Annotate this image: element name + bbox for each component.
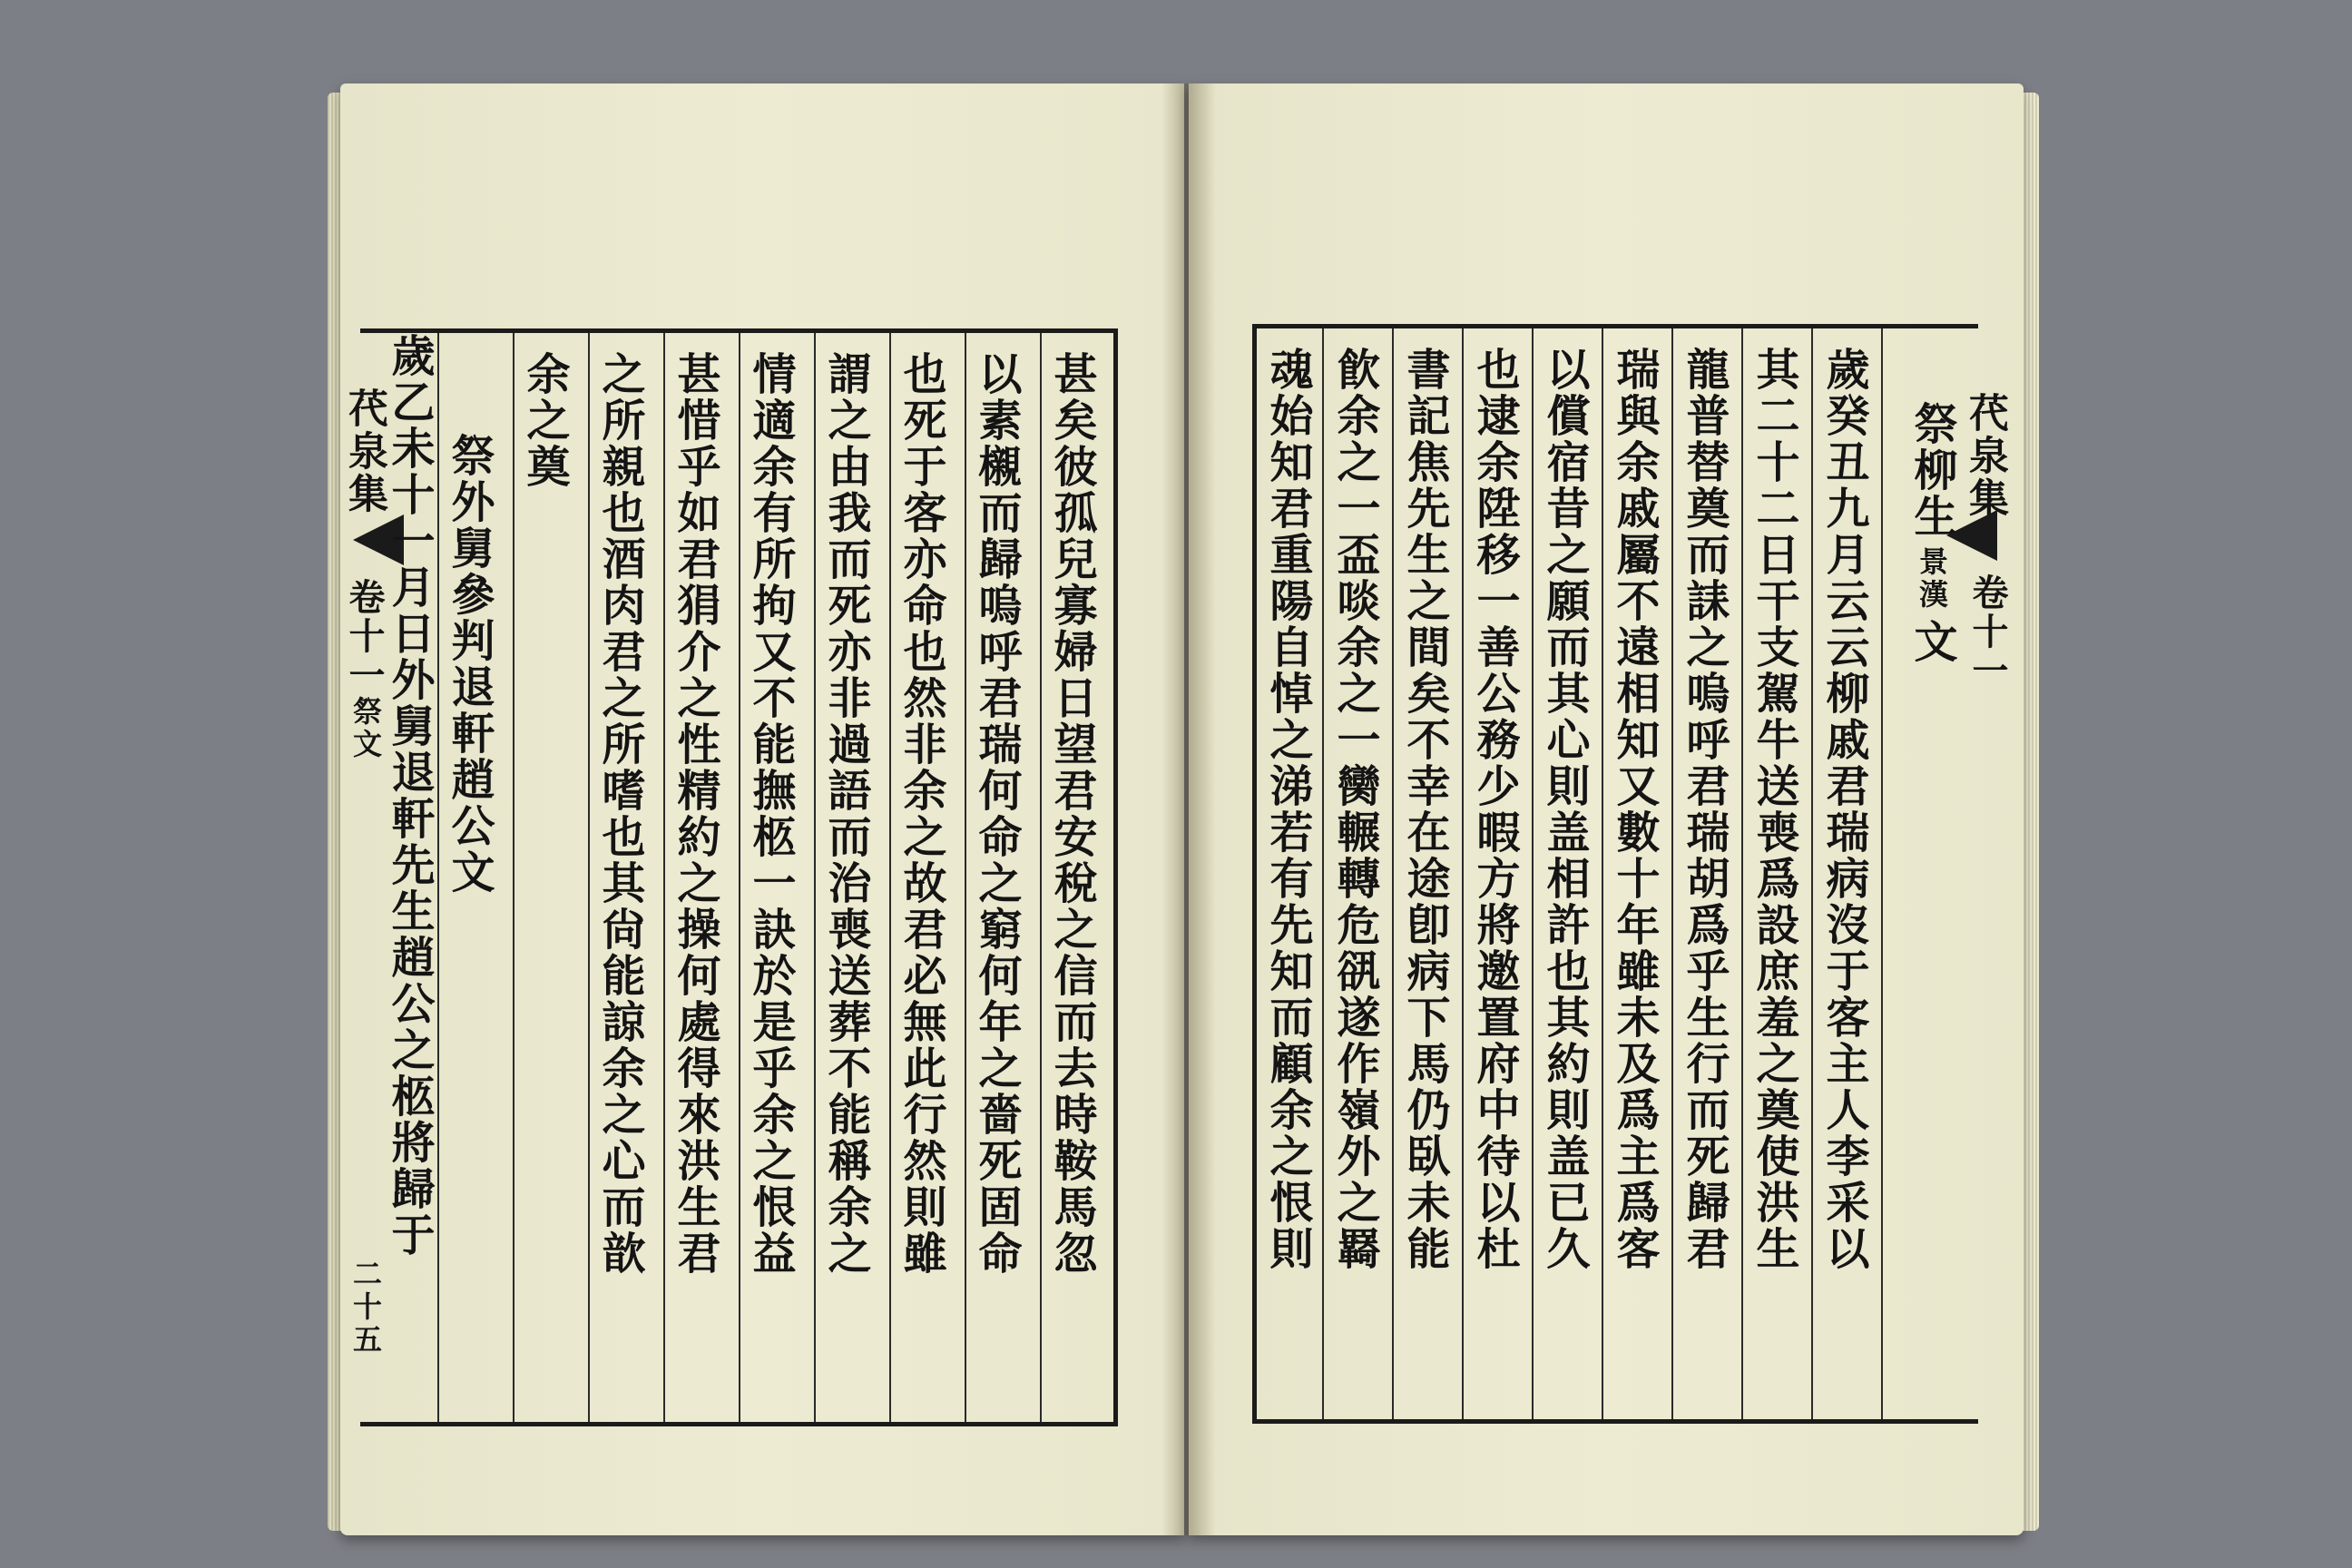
text-column: 飮余之一盃啖余之一臠輾轉危谻遂作嶺外之羇	[1329, 347, 1380, 1272]
text-column: 瑞與余戚屬不遠相知又數十年雖未及爲主爲客	[1609, 347, 1660, 1272]
column-rule	[588, 333, 590, 1422]
column-rule	[513, 333, 514, 1422]
text-column: 也逮余陞移一善公務少暇方將邀置府中待以杜	[1469, 347, 1520, 1272]
column-rule	[1392, 328, 1394, 1419]
column-rule	[1040, 333, 1042, 1422]
left-header-section: 祭文	[348, 696, 383, 761]
left-page-number: 二十五	[348, 1259, 383, 1357]
text-column: 歲乙未十一月日外舅退軒先生趙公之柩將歸于	[384, 333, 435, 1259]
column-rule	[965, 333, 966, 1422]
text-column: 龍普替奠而誄之嗚呼君瑞胡爲乎生行而死歸君	[1679, 347, 1730, 1272]
right-header-volume: 卷十一	[1966, 573, 2009, 691]
essay-title-note: 景漢	[1915, 546, 1949, 612]
left-header-title: 䒫泉集	[341, 387, 387, 515]
column-rule	[1671, 328, 1673, 1419]
text-column: 情適余有所拘又不能撫柩一訣於是乎余之恨益	[745, 351, 796, 1277]
text-column: 甚矣彼孤兒寡婦日望君安稅之信而去時鞍馬忽	[1046, 351, 1097, 1277]
column-rule	[1602, 328, 1603, 1419]
text-column: 甚惜乎如君狷介之性精約之操何處得來洪生君	[670, 351, 720, 1277]
essay-title: 祭外舅參判退軒趙公文	[444, 433, 495, 896]
text-column: 其二十二日干支駕牛送喪爲設庶羞之奠使洪生	[1749, 347, 1799, 1272]
text-column: 余之奠	[519, 351, 570, 490]
essay-title-main: 祭柳生	[1906, 401, 1957, 540]
column-rule	[663, 333, 665, 1422]
text-column: 謂之由我而死亦非過語而治喪送葬不能稱余之	[820, 351, 871, 1277]
text-column: 之所親也酒肉君之所嗜也其尙能諒余之心而歆	[594, 351, 645, 1277]
column-rule	[814, 333, 816, 1422]
column-rule	[889, 333, 891, 1422]
fishtail-marker	[1946, 510, 1997, 561]
column-rule	[1462, 328, 1464, 1419]
column-rule	[1741, 328, 1743, 1419]
column-rule	[1811, 328, 1813, 1419]
right-header-title: 䒫泉集	[1962, 392, 2008, 520]
text-column: 以償宿昔之願而其心則盖相許也其約則盖已久	[1539, 347, 1590, 1272]
text-column: 歲癸丑九月云云柳戚君瑞病沒于客主人李采以	[1818, 347, 1869, 1272]
essay-title-end: 文	[1906, 619, 1957, 665]
column-rule	[437, 333, 439, 1422]
book-gutter	[1161, 83, 1216, 1535]
text-column: 也死于客亦命也然非余之故君必無此行然則雖	[896, 351, 946, 1277]
left-header-volume: 卷十一	[343, 578, 386, 695]
left-page-frame	[341, 328, 1118, 1426]
column-rule	[1881, 328, 1883, 1419]
text-column: 以素櫬而歸嗚呼君瑞何命之窮何年之嗇死固命	[971, 351, 1022, 1277]
column-rule	[739, 333, 740, 1422]
column-rule	[1322, 328, 1324, 1419]
column-rule	[1532, 328, 1534, 1419]
open-book	[340, 83, 2024, 1535]
text-column: 書記焦先生之間矣不幸在途卽病下馬仍臥未能	[1399, 347, 1450, 1272]
text-column: 魂始知君重陽自悼之涕若有先知而顧余之恨則	[1262, 347, 1313, 1272]
right-page-frame	[1252, 324, 1978, 1424]
left-page	[340, 83, 1184, 1535]
